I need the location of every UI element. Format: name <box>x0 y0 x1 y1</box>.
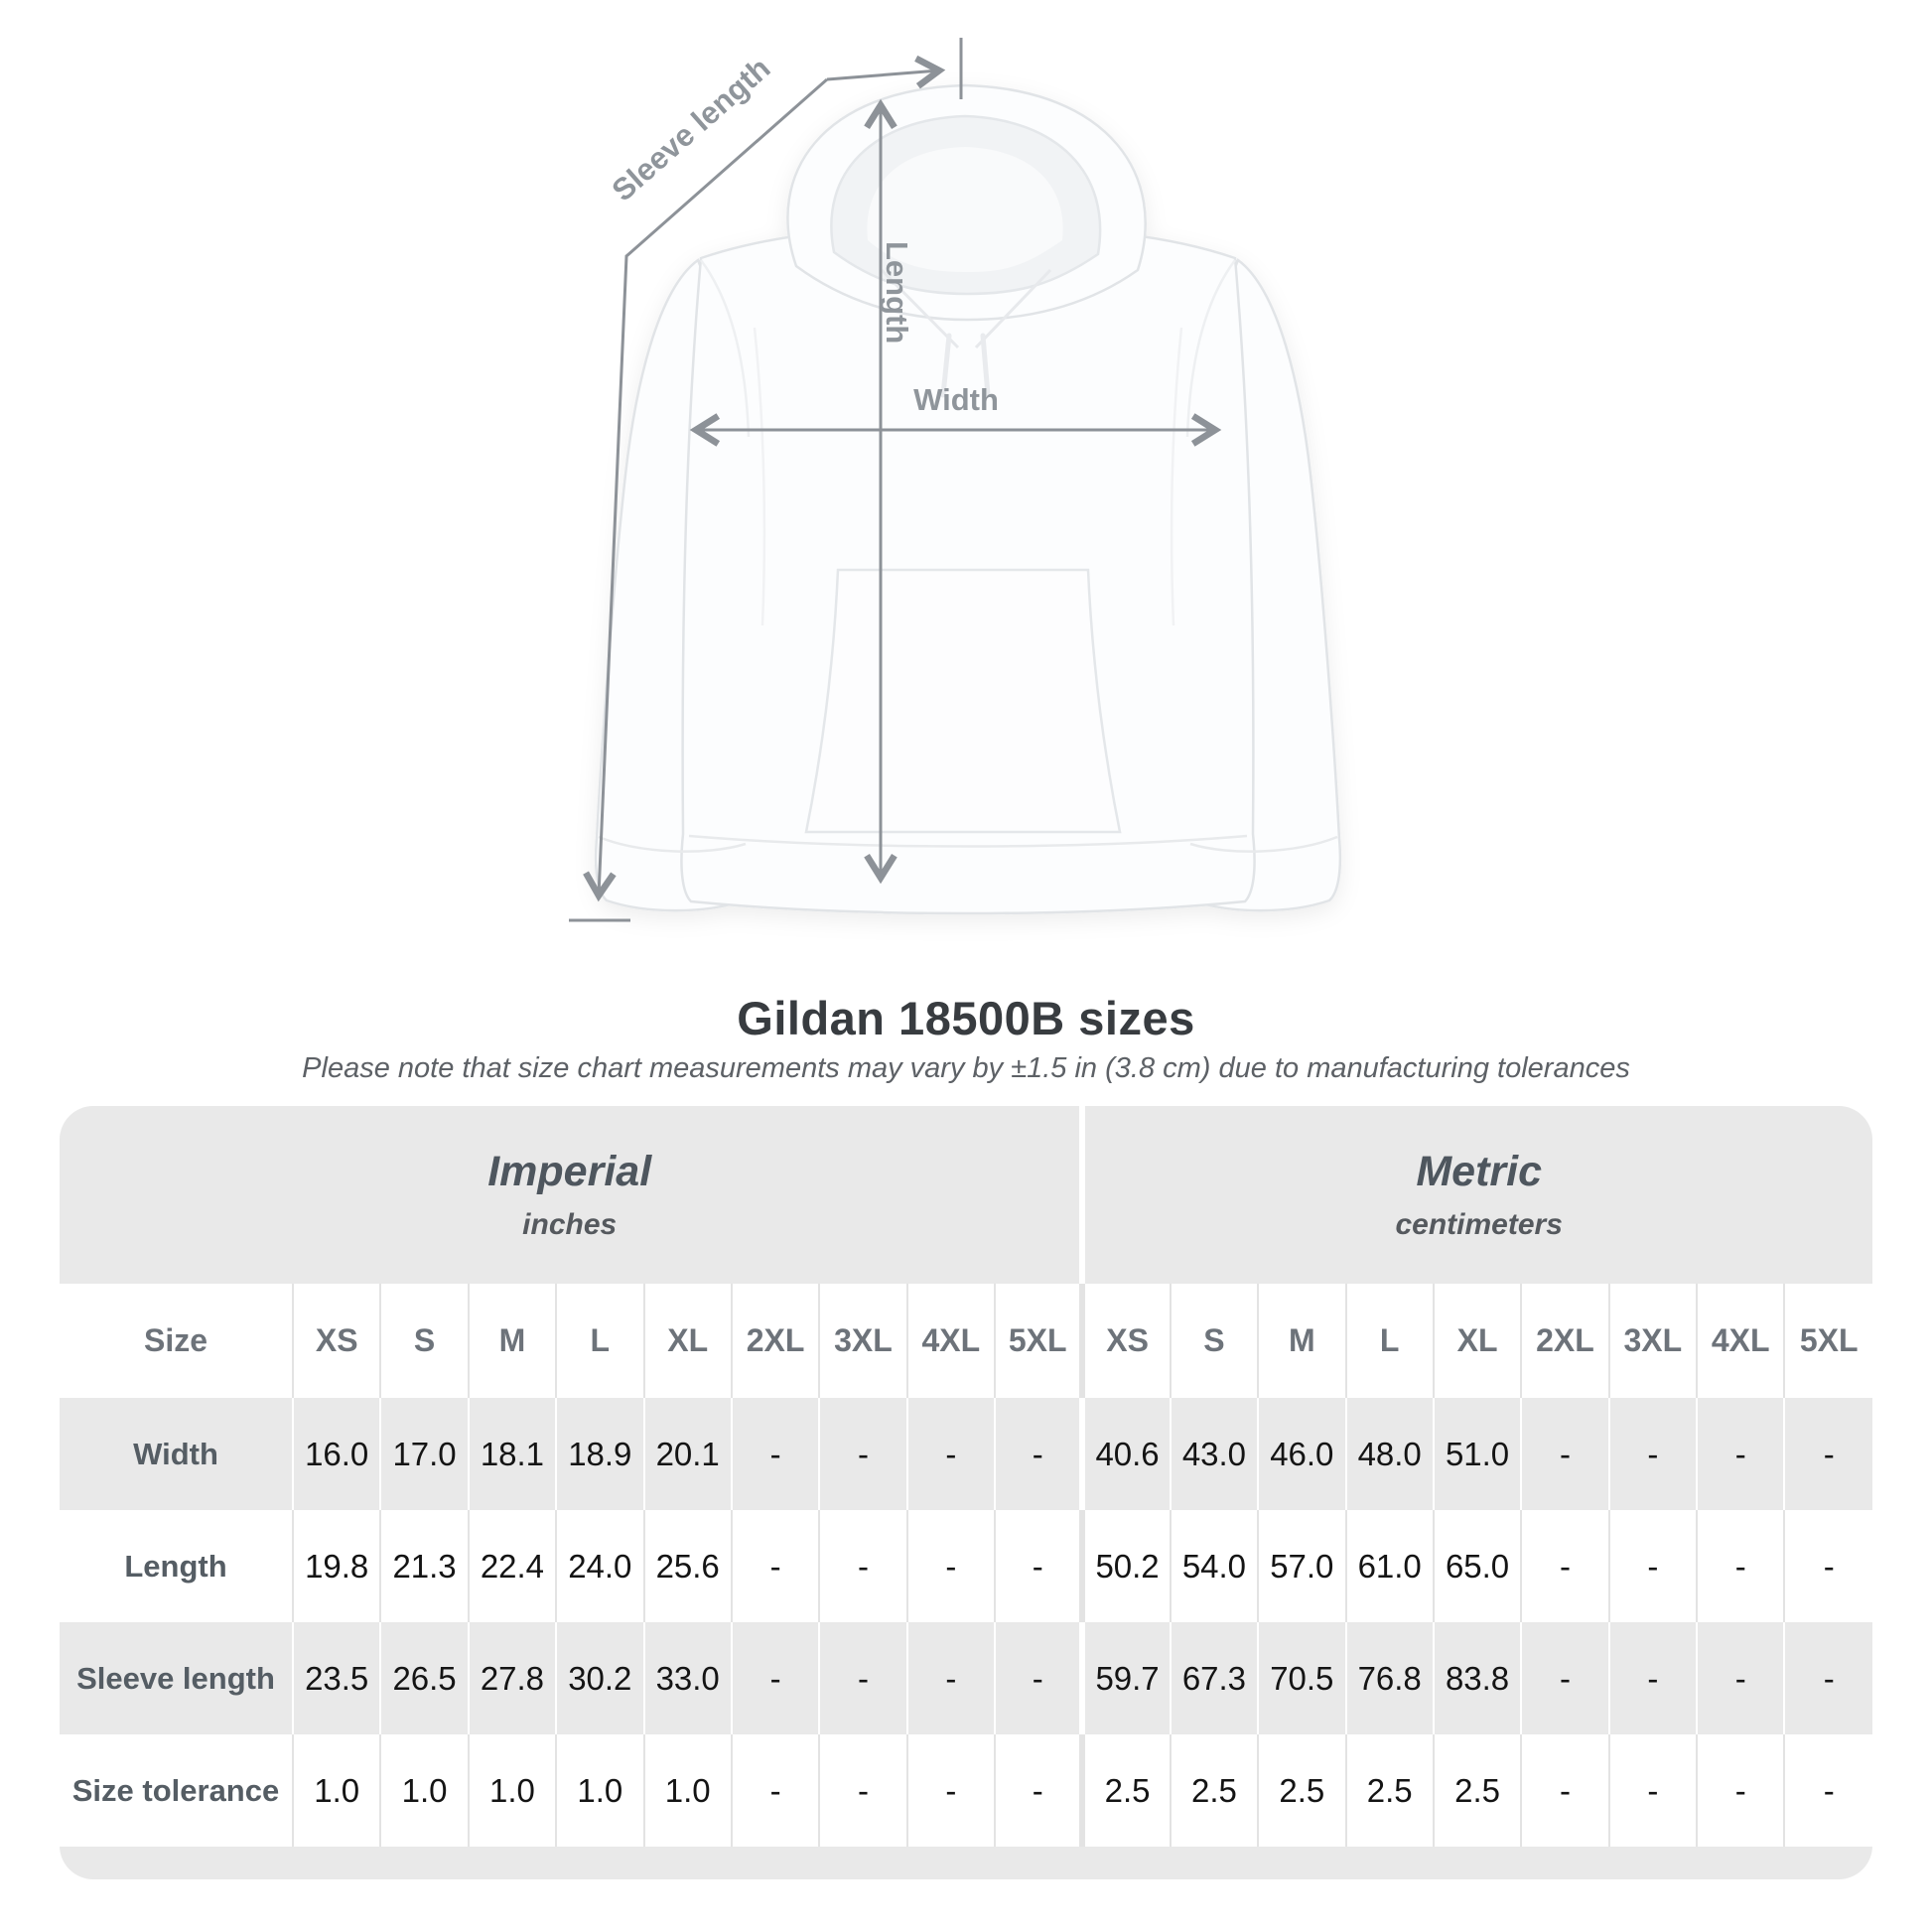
value-cell-length-metric-5xl: - <box>1784 1510 1872 1622</box>
value-cell-size-tolerance-metric-s: 2.5 <box>1171 1734 1258 1847</box>
value-cell-sleeve-length-imperial-2xl: - <box>732 1622 819 1734</box>
value-cell-sleeve-length-metric-s: 67.3 <box>1171 1622 1258 1734</box>
size-col-metric-2xl: 2XL <box>1521 1284 1608 1398</box>
length-label: Length <box>880 241 914 345</box>
size-table-grid <box>60 1106 1872 1879</box>
value-cell-sleeve-length-imperial-5xl: - <box>995 1622 1082 1734</box>
size-col-metric-s: S <box>1171 1284 1258 1398</box>
value-cell-sleeve-length-imperial-3xl: - <box>819 1622 906 1734</box>
value-cell-size-tolerance-metric-xs: 2.5 <box>1082 1734 1170 1847</box>
value-cell-width-metric-l: 48.0 <box>1346 1398 1434 1510</box>
row-sleeve-length <box>60 1622 1872 1734</box>
value-cell-size-tolerance-imperial-m: 1.0 <box>469 1734 556 1847</box>
size-col-imperial-l: L <box>556 1284 643 1398</box>
value-cell-width-imperial-2xl: - <box>732 1398 819 1510</box>
value-cell-sleeve-length-metric-xl: 83.8 <box>1434 1622 1521 1734</box>
kangaroo-pocket <box>806 570 1120 832</box>
value-cell-size-tolerance-metric-l: 2.5 <box>1346 1734 1434 1847</box>
value-cell-sleeve-length-imperial-4xl: - <box>907 1622 995 1734</box>
value-cell-length-metric-4xl: - <box>1697 1510 1784 1622</box>
size-col-metric-3xl: 3XL <box>1609 1284 1697 1398</box>
size-col-imperial-4xl: 4XL <box>907 1284 995 1398</box>
row-label-sleeve-length: Sleeve length <box>60 1622 293 1734</box>
value-cell-sleeve-length-metric-2xl: - <box>1521 1622 1608 1734</box>
size-col-imperial-5xl: 5XL <box>995 1284 1082 1398</box>
value-cell-length-imperial-5xl: - <box>995 1510 1082 1622</box>
value-cell-width-metric-4xl: - <box>1697 1398 1784 1510</box>
value-cell-size-tolerance-metric-xl: 2.5 <box>1434 1734 1521 1847</box>
value-cell-width-imperial-5xl: - <box>995 1398 1082 1510</box>
size-col-metric-xs: XS <box>1082 1284 1170 1398</box>
value-cell-size-tolerance-imperial-l: 1.0 <box>556 1734 643 1847</box>
size-col-imperial-s: S <box>380 1284 468 1398</box>
value-cell-length-metric-m: 57.0 <box>1258 1510 1345 1622</box>
imperial-label: Imperial <box>487 1148 652 1195</box>
size-col-metric-l: L <box>1346 1284 1434 1398</box>
value-cell-sleeve-length-metric-5xl: - <box>1784 1622 1872 1734</box>
value-cell-length-imperial-s: 21.3 <box>380 1510 468 1622</box>
value-cell-size-tolerance-metric-2xl: - <box>1521 1734 1608 1847</box>
sleeve-length-arrow-top <box>827 70 939 79</box>
value-cell-length-imperial-xs: 19.8 <box>293 1510 380 1622</box>
size-header-label: Size <box>60 1284 293 1398</box>
unit-band-row <box>60 1106 1872 1284</box>
value-cell-width-imperial-4xl: - <box>907 1398 995 1510</box>
value-cell-size-tolerance-imperial-3xl: - <box>819 1734 906 1847</box>
value-cell-width-metric-xs: 40.6 <box>1082 1398 1170 1510</box>
row-width <box>60 1398 1872 1510</box>
value-cell-length-metric-2xl: - <box>1521 1510 1608 1622</box>
size-col-metric-xl: XL <box>1434 1284 1521 1398</box>
size-col-imperial-xs: XS <box>293 1284 380 1398</box>
value-cell-size-tolerance-metric-3xl: - <box>1609 1734 1697 1847</box>
size-table-body <box>60 1398 1872 1879</box>
value-cell-width-imperial-xl: 20.1 <box>644 1398 732 1510</box>
value-cell-width-imperial-l: 18.9 <box>556 1398 643 1510</box>
size-col-imperial-m: M <box>469 1284 556 1398</box>
value-cell-width-imperial-m: 18.1 <box>469 1398 556 1510</box>
value-cell-size-tolerance-metric-m: 2.5 <box>1258 1734 1345 1847</box>
value-cell-size-tolerance-imperial-4xl: - <box>907 1734 995 1847</box>
row-length <box>60 1510 1872 1622</box>
value-cell-length-metric-xl: 65.0 <box>1434 1510 1521 1622</box>
value-cell-width-metric-2xl: - <box>1521 1398 1608 1510</box>
value-cell-size-tolerance-imperial-xl: 1.0 <box>644 1734 732 1847</box>
width-label: Width <box>913 382 999 417</box>
metric-section-header <box>1082 1106 1872 1284</box>
size-header-row <box>60 1284 1872 1398</box>
value-cell-width-metric-s: 43.0 <box>1171 1398 1258 1510</box>
value-cell-sleeve-length-imperial-s: 26.5 <box>380 1622 468 1734</box>
size-col-metric-m: M <box>1258 1284 1345 1398</box>
imperial-unit: inches <box>522 1208 618 1241</box>
value-cell-width-imperial-3xl: - <box>819 1398 906 1510</box>
table-footer-strip <box>60 1847 1872 1879</box>
value-cell-length-metric-l: 61.0 <box>1346 1510 1434 1622</box>
page-subtitle: Please note that size chart measurements may vary by ±1.5 in (3.8 cm) due to manufacturing tolerances <box>302 1052 1630 1084</box>
value-cell-length-imperial-l: 24.0 <box>556 1510 643 1622</box>
value-cell-sleeve-length-metric-3xl: - <box>1609 1622 1697 1734</box>
value-cell-length-imperial-2xl: - <box>732 1510 819 1622</box>
value-cell-size-tolerance-imperial-5xl: - <box>995 1734 1082 1847</box>
value-cell-length-imperial-m: 22.4 <box>469 1510 556 1622</box>
row-size-tolerance <box>60 1734 1872 1847</box>
value-cell-length-metric-s: 54.0 <box>1171 1510 1258 1622</box>
value-cell-length-metric-xs: 50.2 <box>1082 1510 1170 1622</box>
value-cell-width-imperial-xs: 16.0 <box>293 1398 380 1510</box>
hoodie-illustration <box>596 85 1340 913</box>
size-col-metric-4xl: 4XL <box>1697 1284 1784 1398</box>
value-cell-sleeve-length-metric-4xl: - <box>1697 1622 1784 1734</box>
value-cell-length-imperial-4xl: - <box>907 1510 995 1622</box>
value-cell-length-imperial-3xl: - <box>819 1510 906 1622</box>
size-col-imperial-3xl: 3XL <box>819 1284 906 1398</box>
value-cell-width-imperial-s: 17.0 <box>380 1398 468 1510</box>
value-cell-sleeve-length-imperial-m: 27.8 <box>469 1622 556 1734</box>
value-cell-sleeve-length-imperial-xs: 23.5 <box>293 1622 380 1734</box>
value-cell-size-tolerance-imperial-xs: 1.0 <box>293 1734 380 1847</box>
value-cell-size-tolerance-imperial-2xl: - <box>732 1734 819 1847</box>
size-table <box>60 1106 1872 1879</box>
value-cell-sleeve-length-metric-l: 76.8 <box>1346 1622 1434 1734</box>
value-cell-sleeve-length-metric-xs: 59.7 <box>1082 1622 1170 1734</box>
value-cell-sleeve-length-imperial-l: 30.2 <box>556 1622 643 1734</box>
value-cell-size-tolerance-metric-5xl: - <box>1784 1734 1872 1847</box>
value-cell-length-imperial-xl: 25.6 <box>644 1510 732 1622</box>
value-cell-size-tolerance-imperial-s: 1.0 <box>380 1734 468 1847</box>
row-label-size-tolerance: Size tolerance <box>71 1772 280 1808</box>
sleeve-length-label: Sleeve length <box>605 50 777 208</box>
row-label-length: Length <box>124 1548 227 1584</box>
metric-label: Metric <box>1416 1148 1543 1195</box>
value-cell-width-metric-xl: 51.0 <box>1434 1398 1521 1510</box>
size-col-imperial-2xl: 2XL <box>732 1284 819 1398</box>
value-cell-sleeve-length-imperial-xl: 33.0 <box>644 1622 732 1734</box>
size-col-imperial-xl: XL <box>644 1284 732 1398</box>
size-col-metric-5xl: 5XL <box>1784 1284 1872 1398</box>
imperial-section-header <box>60 1106 1082 1284</box>
page-title: Gildan 18500B sizes <box>737 992 1195 1044</box>
metric-unit: centimeters <box>1395 1208 1563 1241</box>
value-cell-width-metric-5xl: - <box>1784 1398 1872 1510</box>
table-footer-cell <box>60 1847 1872 1879</box>
value-cell-length-metric-3xl: - <box>1609 1510 1697 1622</box>
value-cell-width-metric-m: 46.0 <box>1258 1398 1345 1510</box>
value-cell-size-tolerance-metric-4xl: - <box>1697 1734 1784 1847</box>
value-cell-sleeve-length-metric-m: 70.5 <box>1258 1622 1345 1734</box>
value-cell-width-metric-3xl: - <box>1609 1398 1697 1510</box>
row-label-width: Width <box>60 1398 293 1510</box>
